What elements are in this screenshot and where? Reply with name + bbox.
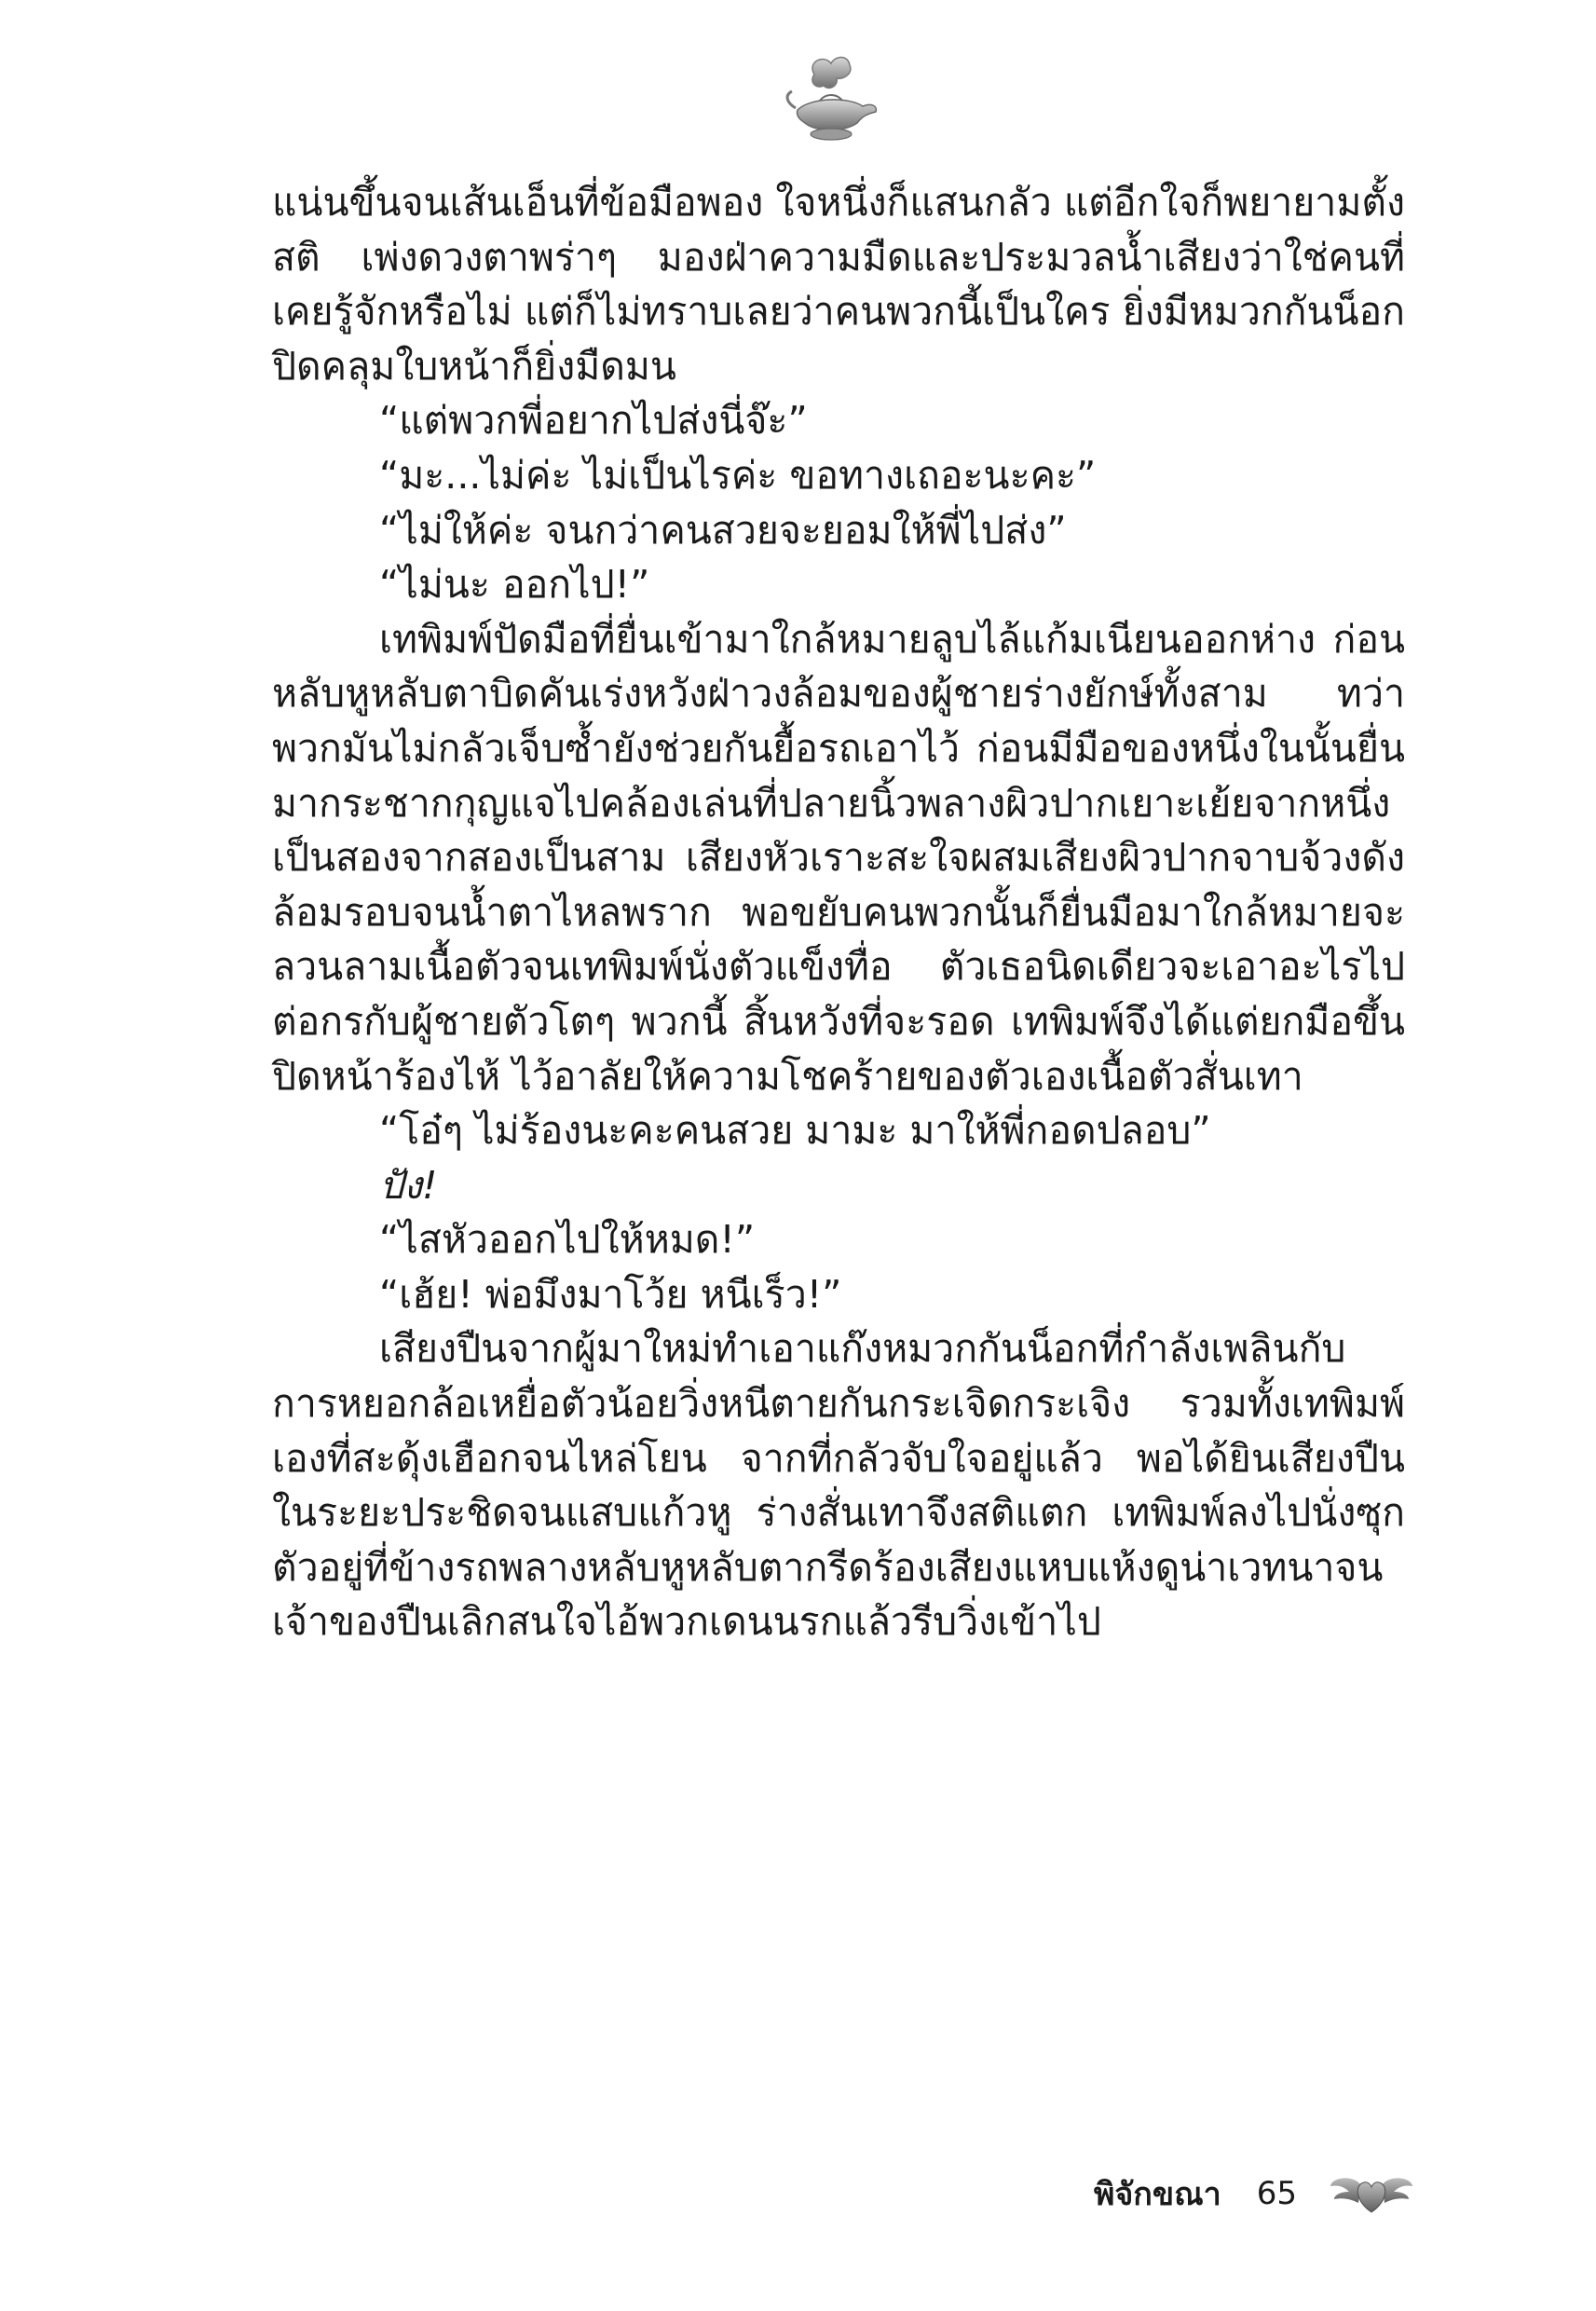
dialogue-line: “เฮ้ย! พ่อมึงมาโว้ย หนีเร็ว!” <box>379 1271 842 1317</box>
paragraph: แน่นขึ้นจนเส้นเอ็นที่ข้อมือพอง ใจหนึ่งก็แสนกลัว แต่อีกใจก็พยายามตั้งสติ เพ่งดวงตาพร่าๆ มองฝ่าความมืดและประมวลน้ำเสียงว่าใช่คนที่เคยรู้จักหรือไม่ แต่ก็ไม่ทราบเลยว่าคนพวกนี้เป็นใคร ยิ่งมีหมวกกันน็อกปิดคลุมใบหน้าก็ยิ่งมืดมน <box>272 180 1405 389</box>
dialogue-line: “โอ๋ๆ ไม่ร้องนะคะคนสวย มามะ มาให้พี่กอดปลอบ” <box>379 1108 1211 1154</box>
dialogue-line: “ไม่ให้ค่ะ จนกว่าคนสวยจะยอมให้พี่ไปส่ง” <box>379 507 1067 553</box>
winged-heart-ornament-icon <box>1327 2171 1416 2216</box>
dialogue-line: “ไสหัวออกไปให้หมด!” <box>379 1217 756 1263</box>
sound-effect: ปัง! <box>379 1162 438 1208</box>
page-footer <box>1025 2166 1416 2222</box>
page-number: 65 <box>1256 2175 1297 2212</box>
paragraph: เสียงปืนจากผู้มาใหม่ทำเอาแก๊งหมวกกันน็อกที่กำลังเพลินกับการหยอกล้อเหยื่อตัวน้อยวิ่งหนีตายกันกระเจิดกระเจิง รวมทั้งเทพิมพ์เองที่สะดุ้งเฮือกจนไหล่โยน จากที่กลัวจับใจอยู่แล้ว พอได้ยินเสียงปืนในระยะประชิดจนแสบแก้วหู ร่างสั่นเทาจึงสติแตก เทพิมพ์ลงไปนั่งซุกตัวอยู่ที่ข้างรถพลางหลับหูหลับตากรีดร้องเสียงแหบแห้งดูน่าเวทนาจนเจ้าของปืนเลิกสนใจไอ้พวกเดนนรกแล้วรีบวิ่งเข้าไป <box>272 1326 1405 1645</box>
dialogue-line: “มะ...ไม่ค่ะ ไม่เป็นไรค่ะ ขอทางเถอะนะคะ” <box>379 452 1097 498</box>
body-text <box>272 175 1405 1649</box>
dialogue-line: “แต่พวกพี่อยากไปส่งนี่จ๊ะ” <box>379 398 808 444</box>
book-title: พิจักขณา <box>1093 2176 1221 2213</box>
dialogue-line: “ไม่นะ ออกไป!” <box>379 562 650 608</box>
paragraph: เทพิมพ์ปัดมือที่ยื่นเข้ามาใกล้หมายลูบไล้แก้มเนียนออกห่าง ก่อนหลับหูหลับตาบิดคันเร่งหวังฝ่าวงล้อมของผู้ชายร่างยักษ์ทั้งสาม ทว่าพวกมันไม่กลัวเจ็บซ้ำยังช่วยกันยื้อรถเอาไว้ ก่อนมีมือของหนึ่งในนั้นยื่นมากระชากกุญแจไปคล้องเล่นที่ปลายนิ้วพลางผิวปากเยาะเย้ยจากหนึ่งเป็นสองจากสองเป็นสาม เสียงหัวเราะสะใจผสมเสียงผิวปากจาบจ้วงดังล้อมรอบจนน้ำตาไหลพราก พอขยับคนพวกนั้นก็ยื่นมือมาใกล้หมายจะลวนลามเนื้อตัวจนเทพิมพ์นั่งตัวแข็งทื่อ ตัวเธอนิดเดียวจะเอาอะไรไปต่อกรกับผู้ชายตัวโตๆ พวกนี้ สิ้นหวังที่จะรอด เทพิมพ์จึงได้แต่ยกมือขึ้นปิดหน้าร้องไห้ ไว้อาลัยให้ความโชคร้ายของตัวเองเนื้อตัวสั่นเทา <box>272 616 1405 1099</box>
genie-lamp-ornament-icon <box>779 48 881 151</box>
